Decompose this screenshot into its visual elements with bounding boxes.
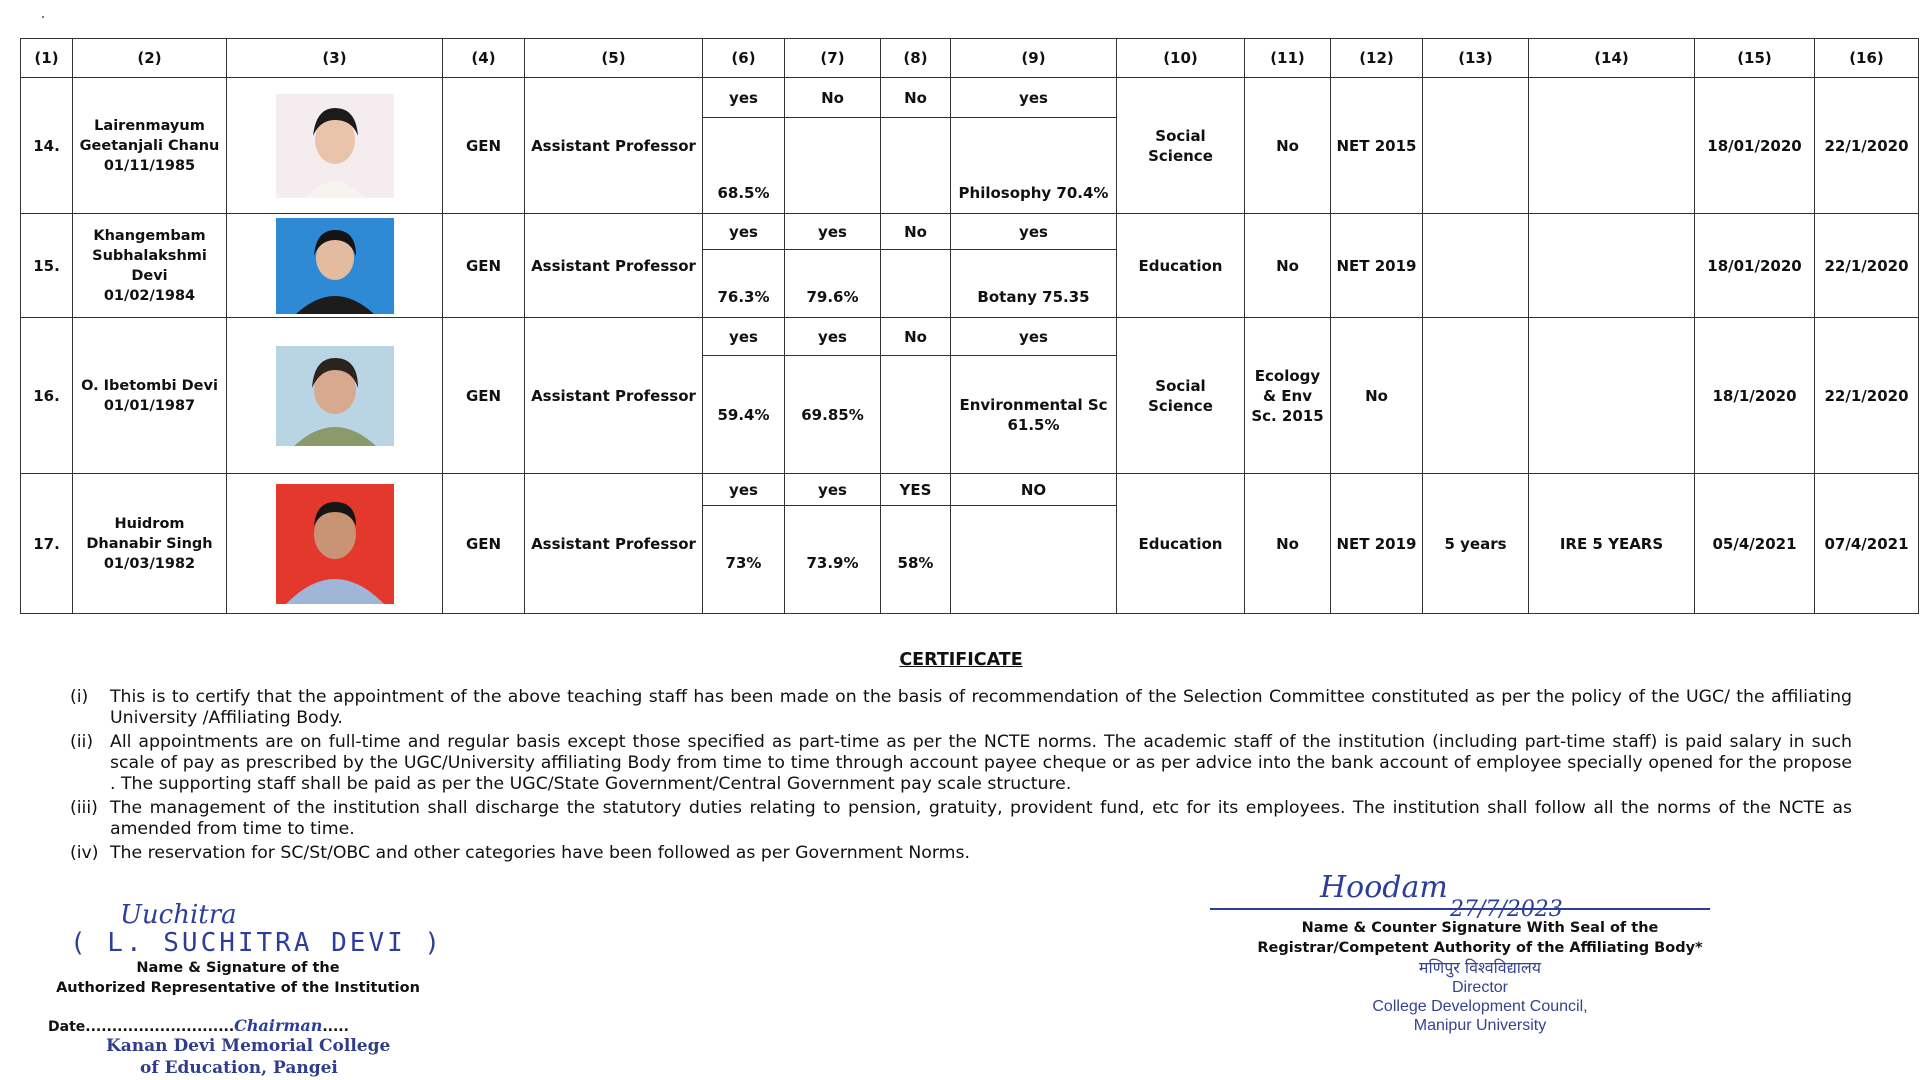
column-header-7: (7) [785,39,881,78]
photo-cell [227,474,443,614]
category: GEN [443,214,525,318]
column-header-12: (12) [1331,39,1423,78]
table-row [21,318,1919,356]
col7-status: No [785,78,881,118]
counter-caption-line2: Registrar/Competent Authority of the Affiliating Body* [1257,940,1703,956]
column-header-10: (10) [1117,39,1245,78]
col16-date: 22/1/2020 [1815,214,1919,318]
designation: Assistant Professor [525,214,703,318]
column-header-13: (13) [1423,39,1529,78]
category: GEN [443,318,525,474]
staff-photo [276,94,394,198]
staff-name-dob [73,474,227,614]
col13-value: 5 years [1423,474,1529,614]
table-row [21,474,1919,506]
col7-status: yes [785,318,881,356]
seal-line-3: Manipur University [1413,1017,1547,1034]
col12-value: No [1331,318,1423,474]
serial-number: 14. [21,78,73,214]
col8-percent [881,118,951,214]
col15-date: 18/1/2020 [1695,318,1815,474]
staff-photo [276,218,394,314]
seal-line-2: College Development Council, [1372,998,1588,1015]
stamp-line-2: of Education, Pangei [140,1058,338,1078]
column-header-14: (14) [1529,39,1695,78]
col13-value [1423,318,1529,474]
staff-name-dob [73,214,227,318]
affiliating-body-signature-block [1200,870,1760,1035]
column-header-11: (11) [1245,39,1331,78]
staff-name: O. Ibetombi Devi [81,377,218,394]
date-row: Date............................Chairman..... [48,1016,349,1035]
staff-dob: 01/01/1987 [103,397,196,414]
scan-mark: · [40,6,46,26]
clause-text: The management of the institution shall discharge the statutory duties relating to pension, gratuity, provident fund, etc for its employees. The institution shall follow all the norms of the NCTE as amended from time to time. [110,798,1852,839]
col14-value: IRE 5 YEARS [1529,474,1695,614]
column-header-9: (9) [951,39,1117,78]
staff-dob: 01/02/1984 [103,287,196,304]
stamp-title: Chairman [234,1016,323,1035]
header-row [21,39,1919,78]
col6-status: yes [703,318,785,356]
col9-status: yes [951,78,1117,118]
col11-value: Ecology & Env Sc. 2015 [1245,318,1331,474]
clause-number: (iii) [70,798,98,818]
signature-date: 27/7/2023 [1450,897,1563,922]
certificate-clause [70,732,1852,795]
column-header-3: (3) [227,39,443,78]
col11-value: No [1245,214,1331,318]
column-header-1: (1) [21,39,73,78]
col6-status: yes [703,78,785,118]
counter-signature: Hoodam [1320,870,1448,905]
handwritten-name: ( L. SUCHITRA DEVI ) [70,928,444,958]
column-header-4: (4) [443,39,525,78]
signature-caption-line2: Authorized Representative of the Institution [56,980,420,996]
col11-value: No [1245,474,1331,614]
col9-status: yes [951,214,1117,250]
stamp-line-1: Kanan Devi Memorial College [106,1036,391,1056]
photo-cell [227,78,443,214]
certificate-section [70,650,1852,867]
serial-number: 16. [21,318,73,474]
col13-value [1423,214,1529,318]
col7-status: yes [785,214,881,250]
clause-text: This is to certify that the appointment of the above teaching staff has been made on the basis of recommendation of the Selection Committee constituted as per the policy of the UGC/ the affiliating University /Affiliating Body. [110,687,1852,728]
col16-date: 07/4/2021 [1815,474,1919,614]
column-header-5: (5) [525,39,703,78]
photo-cell [227,318,443,474]
certificate-title: CERTIFICATE [899,650,1023,670]
staff-table [20,38,1919,614]
col11-value: No [1245,78,1331,214]
category: GEN [443,474,525,614]
staff-name-dob [73,78,227,214]
certificate-clause [70,798,1852,840]
col13-value [1423,78,1529,214]
date-label: Date............................ [48,1019,235,1035]
col9-detail: Botany 75.35 [951,250,1117,318]
certificate-clause [70,843,1852,864]
col14-value [1529,318,1695,474]
seal-line-1: Director [1451,979,1508,996]
staff-photo [276,346,394,446]
col15-date: 05/4/2021 [1695,474,1815,614]
clause-number: (ii) [70,732,94,752]
subject: Social Science [1117,78,1245,214]
clause-number: (iv) [70,843,99,863]
column-header-16: (16) [1815,39,1919,78]
designation: Assistant Professor [525,78,703,214]
table-row [21,78,1919,118]
col12-value: NET 2019 [1331,474,1423,614]
staff-name: Huidrom Dhanabir Singh [86,515,213,552]
subject: Education [1117,474,1245,614]
staff-photo [276,484,394,604]
col7-percent: 73.9% [785,506,881,614]
column-header-8: (8) [881,39,951,78]
col6-percent: 76.3% [703,250,785,318]
col6-status: yes [703,214,785,250]
clause-text: The reservation for SC/St/OBC and other categories have been followed as per Government Norms. [110,843,970,863]
staff-dob: 01/03/1982 [103,555,196,572]
col9-detail: Philosophy 70.4% [951,118,1117,214]
col6-percent: 59.4% [703,356,785,474]
col15-date: 18/01/2020 [1695,78,1815,214]
staff-name-dob [73,318,227,474]
col7-percent: 69.85% [785,356,881,474]
col7-percent: 79.6% [785,250,881,318]
institution-signature-block [48,900,444,1079]
designation: Assistant Professor [525,318,703,474]
col8-status: No [881,318,951,356]
photo-cell [227,214,443,318]
col9-status: yes [951,318,1117,356]
handwritten-signature: Uuchitra [120,900,237,930]
col14-value [1529,78,1695,214]
certificate-clause [70,687,1852,729]
col8-status: No [881,214,951,250]
col16-date: 22/1/2020 [1815,318,1919,474]
col15-date: 18/01/2020 [1695,214,1815,318]
col7-percent [785,118,881,214]
col9-detail: Environmental Sc 61.5% [951,356,1117,474]
col8-percent: 58% [881,506,951,614]
staff-dob: 01/11/1985 [103,157,196,174]
column-header-6: (6) [703,39,785,78]
signature-caption-line1: Name & Signature of the [136,960,340,976]
serial-number: 15. [21,214,73,318]
staff-name: Khangembam Subhalakshmi Devi [92,227,207,284]
staff-name: Lairenmayum Geetanjali Chanu [79,117,220,154]
subject: Social Science [1117,318,1245,474]
signature-line [1210,908,1710,910]
col12-value: NET 2015 [1331,78,1423,214]
counter-caption-line1: Name & Counter Signature With Seal of the [1301,920,1659,936]
col9-status: NO [951,474,1117,506]
col6-status: yes [703,474,785,506]
col6-percent: 68.5% [703,118,785,214]
seal-hindi-text: मणिपुर विश्वविद्यालय [1418,958,1542,977]
col8-status: YES [881,474,951,506]
col9-detail [951,506,1117,614]
col8-percent [881,250,951,318]
serial-number: 17. [21,474,73,614]
col6-percent: 73% [703,506,785,614]
subject: Education [1117,214,1245,318]
category: GEN [443,78,525,214]
column-header-15: (15) [1695,39,1815,78]
clause-text: All appointments are on full-time and regular basis except those specified as part-time as per the NCTE norms. The academic staff of the institution (including part-time staff) is paid salary in such scale of pay as prescribed by the UGC/University affiliating Body from time to time through account payee cheque or as per advice into the bank account of employee specially opened for the propose . The supporting staff shall be paid as per the UGC/State Government/Central Government pay scale structure. [110,732,1852,794]
designation: Assistant Professor [525,474,703,614]
clause-number: (i) [70,687,89,707]
col12-value: NET 2019 [1331,214,1423,318]
table-row [21,214,1919,250]
col16-date: 22/1/2020 [1815,78,1919,214]
col7-status: yes [785,474,881,506]
col8-status: No [881,78,951,118]
col14-value [1529,214,1695,318]
col8-percent [881,356,951,474]
column-header-2: (2) [73,39,227,78]
